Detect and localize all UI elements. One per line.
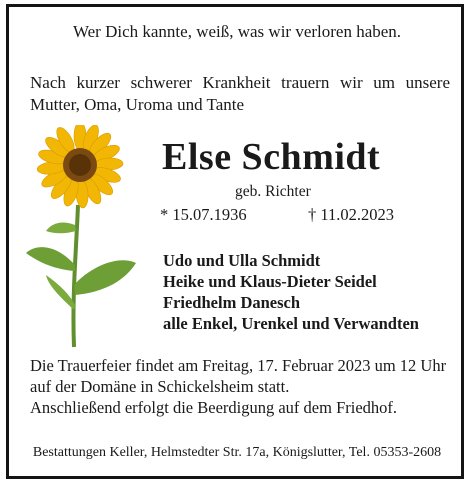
undertaker-contact: Bestattungen Keller, Helmstedter Str. 17a, Königslutter, Tel. 05353-2608 [32,445,442,460]
funeral-details [30,355,446,418]
motto: Wer Dich kannte, weiß, was wir verloren haben. [72,22,402,41]
mourner-line: Heike und Klaus-Dieter Seidel [163,272,377,291]
mourner-line: alle Enkel, Urenkel und Verwandten [163,314,419,333]
death-date: † 11.02.2023 [308,205,395,224]
birth-date: * 15.07.1936 [160,205,247,224]
mourner-line: Friedhelm Danesch [163,293,301,312]
sunflower-icon [22,125,142,350]
mourner-line: Udo und Ulla Schmidt [163,251,321,270]
maiden-name: geb. Richter [235,183,311,200]
funeral-line: Die Trauerfeier findet am Freitag, 17. Februar 2023 um 12 Uhr [30,356,447,375]
funeral-line: auf der Domäne in Schickelsheim statt. [30,377,290,396]
funeral-line: Anschließend erfolgt die Beerdigung auf dem Friedhof. [30,398,398,417]
mourners-list [163,250,419,334]
deceased-name: Else Schmidt [162,136,381,178]
intro-text: Nach kurzer schwerer Krankheit trauern wir um unsere Mutter, Oma, Uroma und Tante [30,73,450,114]
